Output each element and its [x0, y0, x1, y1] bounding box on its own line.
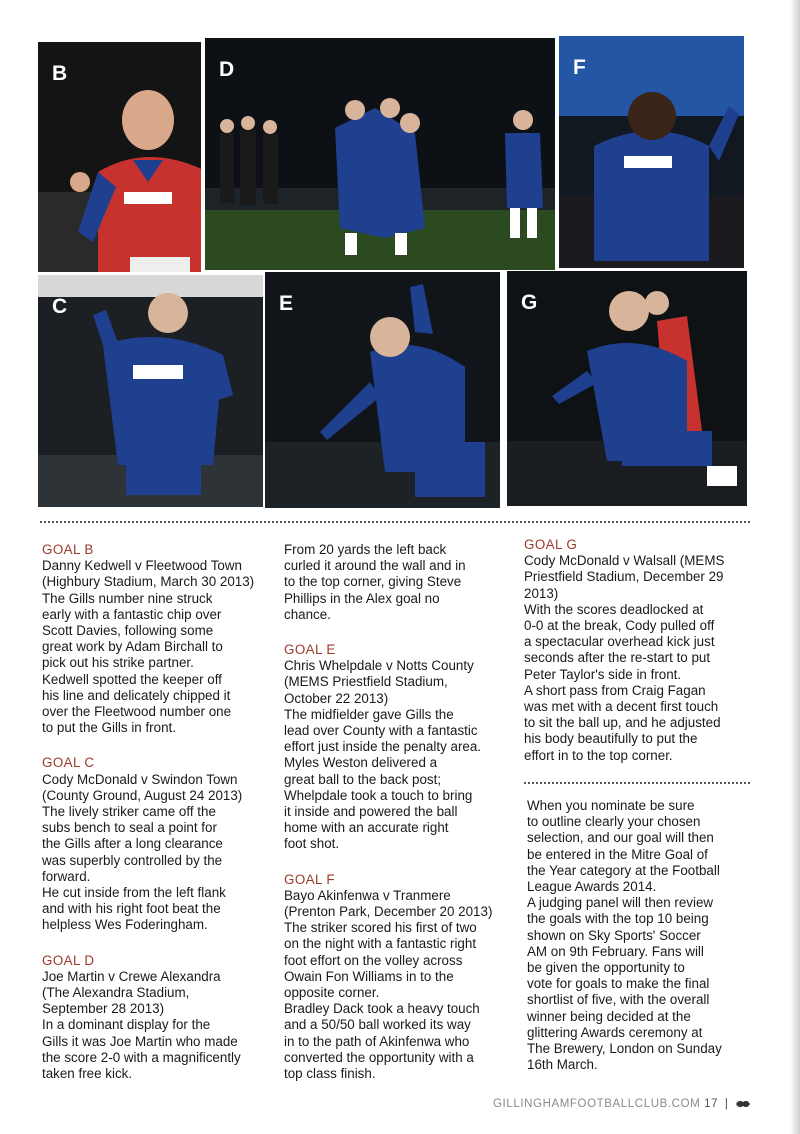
body-line: chance. [284, 606, 331, 622]
goal-venue: (Highbury Stadium, March 30 2013) [42, 574, 255, 590]
goal-title: Chris Whelpdale v Notts County [284, 658, 474, 674]
body-line: When you nominate be sure [527, 798, 695, 813]
player-akinfenwa-illustration [559, 36, 744, 268]
body-line: to the top corner, giving Steve [284, 574, 462, 590]
goal-heading: GOAL C [42, 755, 95, 771]
goal-title: Danny Kedwell v Fleetwood Town [42, 558, 242, 574]
body-line: helpless Wes Foderingham. [42, 917, 208, 933]
body-line: to outline clearly your chosen [527, 814, 701, 830]
goal-heading: GOAL G [524, 537, 578, 552]
body-line: selection, and our goal will then [527, 830, 714, 846]
body-line: top class finish. [284, 1066, 376, 1082]
goal-e-article [284, 642, 519, 853]
section-divider [40, 521, 750, 523]
column-middle [284, 542, 519, 1082]
body-line: forward. [42, 868, 91, 884]
photo-goal-c [38, 275, 263, 507]
body-line: the Year category at the Football [527, 862, 720, 878]
goal-venue: 2013) [524, 585, 559, 601]
goal-venue: Priestfield Stadium, December 29 [524, 569, 724, 585]
body-line: From 20 yards the left back [284, 542, 447, 557]
footer-separator: | [724, 1098, 729, 1111]
body-line: great work by Adam Birchall to [42, 639, 223, 655]
body-line: opposite corner. [284, 985, 380, 1001]
body-line: was met with a decent first touch [524, 699, 719, 715]
goal-venue: (County Ground, August 24 2013) [42, 787, 243, 803]
body-line: foot effort on the volley across [284, 952, 463, 968]
goal-venue: (The Alexandra Stadium, [42, 985, 190, 1001]
body-line: glittering Awards ceremony at [527, 1024, 703, 1040]
body-line: curled it around the wall and in [284, 558, 466, 574]
body-line: and with his right foot beat the [42, 901, 221, 917]
body-line: shown on Sky Sports' Soccer [527, 927, 701, 943]
body-line: Peter Taylor's side in front. [524, 666, 682, 682]
body-line: home with an accurate right [284, 820, 449, 836]
body-line: pick out his strike partner. [42, 655, 194, 671]
body-line: over the Fleetwood number one [42, 704, 232, 720]
body-line: lead over County with a fantastic [284, 723, 478, 739]
goal-venue: (MEMS Priestfield Stadium, [284, 674, 448, 690]
photo-goal-f [559, 36, 744, 268]
photo-letter: B [52, 62, 68, 85]
photo-letter: D [219, 58, 235, 81]
body-line: A short pass from Craig Fagan [524, 682, 706, 698]
player-mcdonald-walsall-illustration [507, 271, 747, 506]
goal-title: Cody McDonald v Swindon Town [42, 771, 238, 787]
body-line: Myles Weston delivered a [284, 755, 438, 771]
body-line: Gills it was Joe Martin who made [42, 1033, 238, 1049]
section-divider-short [524, 782, 750, 784]
goal-b-article [42, 542, 277, 736]
body-line: to sit the ball up, and he adjusted [524, 715, 721, 731]
photo-letter: E [279, 292, 294, 315]
club-crest-icon [735, 1098, 751, 1110]
page-number: 17 [704, 1098, 719, 1111]
goal-heading: GOAL F [284, 871, 336, 887]
photo-letter: G [521, 291, 538, 314]
body-line: Owain Fon Williams in to the [284, 968, 454, 984]
body-line: taken free kick. [42, 1066, 133, 1082]
body-line: the score 2-0 with a magnificently [42, 1049, 241, 1065]
body-line: With the scores deadlocked at [524, 601, 704, 617]
body-line: effort just inside the penalty area. [284, 739, 482, 755]
body-line: A judging panel will then review [527, 895, 714, 911]
body-line: vote for goals to make the final [527, 976, 710, 992]
body-line: Bradley Dack took a heavy touch [284, 1001, 480, 1017]
body-line: be entered in the Mitre Goal of [527, 846, 708, 862]
photo-goal-g [507, 271, 747, 506]
player-mcdonald-illustration [38, 275, 263, 507]
goal-venue: October 22 2013) [284, 690, 389, 706]
goal-c-article [42, 755, 277, 933]
body-line: was superbly controlled by the [42, 852, 223, 868]
goal-heading: GOAL B [42, 542, 94, 557]
photo-goal-e [265, 272, 500, 508]
body-line: converted the opportunity with a [284, 1049, 474, 1065]
body-line: The lively striker came off the [42, 804, 216, 820]
goal-title: Bayo Akinfenwa v Tranmere [284, 887, 451, 903]
goal-venue: (Prenton Park, December 20 2013) [284, 904, 493, 920]
photo-letter: C [52, 295, 68, 318]
body-line: AM on 9th February. Fans will [527, 943, 704, 959]
body-line: it inside and powered the ball [284, 804, 458, 820]
footer-site: GILLINGHAMFOOTBALLCLUB.COM [493, 1098, 701, 1111]
body-line: subs bench to seal a point for [42, 820, 217, 836]
player-whelpdale-illustration [265, 272, 500, 508]
body-line: In a dominant display for the [42, 1017, 211, 1033]
body-line: a spectacular overhead kick just [524, 634, 715, 650]
column-left [42, 542, 277, 1082]
body-line: on the night with a fantastic right [284, 936, 477, 952]
body-line: the Gills after a long clearance [42, 836, 223, 852]
body-line: The midfielder gave Gills the [284, 706, 454, 722]
body-line: Phillips in the Alex goal no [284, 590, 440, 606]
body-line: The striker scored his first of two [284, 920, 477, 936]
body-line: be given the opportunity to [527, 960, 685, 976]
photo-letter: F [573, 56, 586, 79]
body-line: his body beautifully to put the [524, 731, 698, 747]
body-line: Whelpdale took a touch to bring [284, 787, 473, 803]
body-line: shortlist of five, with the overall [527, 992, 710, 1008]
body-line: Scott Davies, following some [42, 623, 214, 639]
photo-goal-b [38, 42, 201, 272]
body-line: winner being decided at the [527, 1008, 691, 1024]
body-line: great ball to the back post; [284, 771, 442, 787]
goal-f-article [284, 872, 519, 1083]
body-line: the goals with the top 10 being [527, 911, 709, 927]
nomination-info [527, 798, 755, 1073]
goal-venue: September 28 2013) [42, 1001, 165, 1017]
body-line: foot shot. [284, 836, 340, 852]
page-edge-shadow [790, 0, 800, 1134]
body-line: early with a fantastic chip over [42, 606, 222, 622]
goal-heading: GOAL E [284, 642, 336, 658]
body-line: He cut inside from the left flank [42, 885, 226, 901]
body-line: seconds after the re-start to put [524, 650, 711, 666]
column-right [524, 537, 754, 764]
goal-d-article [42, 953, 277, 1083]
body-line: effort in to the top corner. [524, 747, 673, 763]
body-line: Kedwell spotted the keeper off [42, 671, 222, 687]
celebration-crowd-illustration [205, 38, 555, 270]
body-line: in to the path of Akinfenwa who [284, 1033, 470, 1049]
body-line: 16th March. [527, 1057, 598, 1073]
page-footer [493, 1098, 751, 1110]
goal-d-continued [284, 542, 519, 623]
goal-title: Cody McDonald v Walsall (MEMS [524, 553, 725, 569]
goal-title: Joe Martin v Crewe Alexandra [42, 968, 221, 984]
goal-heading: GOAL D [42, 952, 95, 968]
body-line: his line and delicately chipped it [42, 687, 231, 703]
body-line: to put the Gills in front. [42, 720, 176, 736]
photo-goal-d [205, 38, 555, 270]
body-line: and a 50/50 ball worked its way [284, 1017, 471, 1033]
body-line: 0-0 at the break, Cody pulled off [524, 618, 715, 634]
body-line: League Awards 2014. [527, 879, 657, 895]
goal-g-article [524, 537, 754, 764]
body-line: The Gills number nine struck [42, 590, 213, 606]
body-line: The Brewery, London on Sunday [527, 1041, 722, 1057]
